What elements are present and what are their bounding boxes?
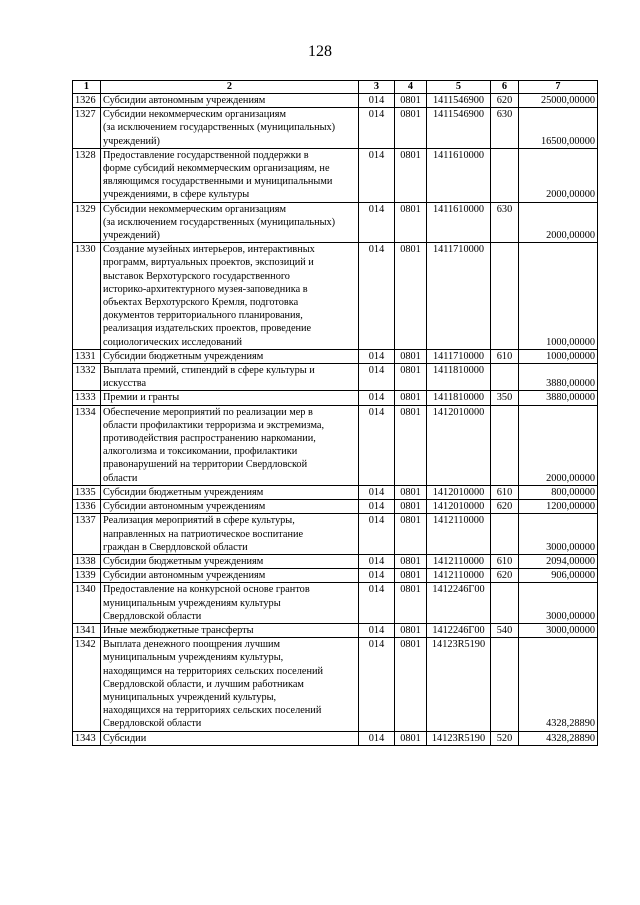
department-code-cell: 014 [359,243,395,350]
row-number-cell: 1341 [73,623,101,637]
section-code-cell: 0801 [395,514,427,555]
table-row [73,94,598,108]
section-code-cell: 0801 [395,108,427,149]
department-code-cell: 014 [359,554,395,568]
department-code-cell: 014 [359,569,395,583]
amount-cell: 3000,00000 [519,514,598,555]
expense-name-cell: Премии и гранты [101,391,359,405]
department-code-cell: 014 [359,391,395,405]
column-header: 4 [395,81,427,94]
table-row [73,391,598,405]
row-number-cell: 1335 [73,485,101,499]
amount-cell: 800,00000 [519,485,598,499]
target-code-cell: 1412110000 [427,554,491,568]
department-code-cell: 014 [359,202,395,243]
target-code-cell: 1411810000 [427,364,491,391]
section-code-cell: 0801 [395,391,427,405]
target-code-cell: 1411810000 [427,391,491,405]
amount-cell: 16500,00000 [519,108,598,149]
section-code-cell: 0801 [395,731,427,745]
amount-cell: 906,00000 [519,569,598,583]
table-row [73,405,598,485]
department-code-cell: 014 [359,623,395,637]
row-number-cell: 1329 [73,202,101,243]
amount-cell: 1200,00000 [519,500,598,514]
table-row [73,731,598,745]
department-code-cell: 014 [359,405,395,485]
expense-name-cell: Субсидии бюджетным учреждениям [101,554,359,568]
amount-cell: 2000,00000 [519,148,598,202]
amount-cell: 25000,00000 [519,94,598,108]
department-code-cell: 014 [359,500,395,514]
row-number-cell: 1339 [73,569,101,583]
table-row [73,108,598,149]
row-number-cell: 1338 [73,554,101,568]
expense-type-code-cell: 540 [491,623,519,637]
department-code-cell: 014 [359,583,395,624]
column-header: 5 [427,81,491,94]
department-code-cell: 014 [359,638,395,731]
amount-cell: 3000,00000 [519,623,598,637]
expense-type-code-cell: 630 [491,202,519,243]
expense-name-cell: Выплата премий, стипендий в сфере культуры и искусства [101,364,359,391]
expense-type-code-cell [491,148,519,202]
department-code-cell: 014 [359,108,395,149]
row-number-cell: 1343 [73,731,101,745]
expense-name-cell: Субсидии некоммерческим организациям (за исключением государственных (муниципальных) учреждений) [101,202,359,243]
table-row [73,500,598,514]
target-code-cell: 1411610000 [427,202,491,243]
column-header: 2 [101,81,359,94]
amount-cell: 1000,00000 [519,243,598,350]
expense-name-cell: Субсидии бюджетным учреждениям [101,485,359,499]
expense-type-code-cell [491,243,519,350]
target-code-cell: 14123R5190 [427,638,491,731]
expense-type-code-cell [491,514,519,555]
expense-name-cell: Субсидии автономным учреждениям [101,569,359,583]
section-code-cell: 0801 [395,405,427,485]
table-row [73,485,598,499]
target-code-cell: 1411710000 [427,349,491,363]
target-code-cell: 1411610000 [427,148,491,202]
table-row [73,583,598,624]
target-code-cell: 1412010000 [427,485,491,499]
row-number-cell: 1337 [73,514,101,555]
amount-cell: 3000,00000 [519,583,598,624]
amount-cell: 1000,00000 [519,349,598,363]
section-code-cell: 0801 [395,148,427,202]
expense-type-code-cell: 610 [491,554,519,568]
department-code-cell: 014 [359,148,395,202]
row-number-cell: 1327 [73,108,101,149]
table-row [73,623,598,637]
target-code-cell: 14123R5190 [427,731,491,745]
target-code-cell: 1412010000 [427,405,491,485]
amount-cell: 4328,28890 [519,638,598,731]
section-code-cell: 0801 [395,554,427,568]
amount-cell: 2094,00000 [519,554,598,568]
expense-name-cell: Создание музейных интерьеров, интерактивных программ, виртуальных проектов, экспозиций и выставок Верхотурского государственного историко-архитектурного музея-заповедника в объектах Верхотурского Кремля, подготовка документов территориального планирования, реализация издательских проектов, проведение социологических исследований [101,243,359,350]
row-number-cell: 1331 [73,349,101,363]
column-header: 6 [491,81,519,94]
table-row [73,202,598,243]
target-code-cell: 1412110000 [427,569,491,583]
column-header: 7 [519,81,598,94]
department-code-cell: 014 [359,731,395,745]
expense-type-code-cell: 620 [491,94,519,108]
expense-name-cell: Иные межбюджетные трансферты [101,623,359,637]
expense-name-cell: Выплата денежного поощрения лучшим муниципальным учреждениям культуры, находящимся на территориях сельских поселений Свердловской области, и лучшим работникам муниципальных учреждений культуры, находящихся на территориях сельских поселений Свердловской области [101,638,359,731]
budget-table [72,80,598,746]
expense-type-code-cell [491,405,519,485]
target-code-cell: 1411710000 [427,243,491,350]
expense-name-cell: Субсидии [101,731,359,745]
expense-name-cell: Субсидии бюджетным учреждениям [101,349,359,363]
expense-type-code-cell: 350 [491,391,519,405]
expense-type-code-cell: 520 [491,731,519,745]
expense-name-cell: Предоставление на конкурсной основе грантов муниципальным учреждениям культуры Свердловской области [101,583,359,624]
target-code-cell: 1411546900 [427,94,491,108]
department-code-cell: 014 [359,349,395,363]
expense-type-code-cell: 610 [491,485,519,499]
department-code-cell: 014 [359,485,395,499]
header-row [73,81,598,94]
row-number-cell: 1340 [73,583,101,624]
expense-name-cell: Реализация мероприятий в сфере культуры, направленных на патриотическое воспитание граждан в Свердловской области [101,514,359,555]
column-header: 3 [359,81,395,94]
expense-name-cell: Субсидии автономным учреждениям [101,94,359,108]
row-number-cell: 1334 [73,405,101,485]
department-code-cell: 014 [359,364,395,391]
section-code-cell: 0801 [395,569,427,583]
row-number-cell: 1333 [73,391,101,405]
amount-cell: 2000,00000 [519,202,598,243]
target-code-cell: 1411546900 [427,108,491,149]
section-code-cell: 0801 [395,623,427,637]
expense-name-cell: Субсидии некоммерческим организациям (за исключением государственных (муниципальных) учреждений) [101,108,359,149]
table-row [73,638,598,731]
table-row [73,243,598,350]
amount-cell: 4328,28890 [519,731,598,745]
expense-name-cell: Обеспечение мероприятий по реализации мер в области профилактики терроризма и экстремизма, противодействия распространению наркомании, алкоголизма и токсикомании, профилактики правонарушений на территории Свердловской области [101,405,359,485]
row-number-cell: 1330 [73,243,101,350]
table-row [73,364,598,391]
expense-type-code-cell [491,364,519,391]
table-row [73,349,598,363]
expense-name-cell: Предоставление государственной поддержки в форме субсидий некоммерческим организациям, не являющимся государственными и муниципальными учреждениями, в сфере культуры [101,148,359,202]
amount-cell: 3880,00000 [519,391,598,405]
department-code-cell: 014 [359,94,395,108]
row-number-cell: 1326 [73,94,101,108]
expense-type-code-cell: 630 [491,108,519,149]
table-row [73,148,598,202]
table-row [73,514,598,555]
section-code-cell: 0801 [395,500,427,514]
amount-cell: 3880,00000 [519,364,598,391]
amount-cell: 2000,00000 [519,405,598,485]
section-code-cell: 0801 [395,364,427,391]
table-row [73,554,598,568]
section-code-cell: 0801 [395,583,427,624]
department-code-cell: 014 [359,514,395,555]
section-code-cell: 0801 [395,638,427,731]
target-code-cell: 1412246Г00 [427,583,491,624]
section-code-cell: 0801 [395,349,427,363]
section-code-cell: 0801 [395,202,427,243]
row-number-cell: 1328 [73,148,101,202]
expense-type-code-cell: 620 [491,569,519,583]
column-header: 1 [73,81,101,94]
target-code-cell: 1412110000 [427,514,491,555]
table-row [73,569,598,583]
section-code-cell: 0801 [395,485,427,499]
expense-type-code-cell: 620 [491,500,519,514]
page-number: 128 [308,43,332,60]
target-code-cell: 1412246Г00 [427,623,491,637]
expense-type-code-cell: 610 [491,349,519,363]
row-number-cell: 1342 [73,638,101,731]
expense-type-code-cell [491,638,519,731]
row-number-cell: 1332 [73,364,101,391]
row-number-cell: 1336 [73,500,101,514]
expense-type-code-cell [491,583,519,624]
section-code-cell: 0801 [395,94,427,108]
expense-name-cell: Субсидии автономным учреждениям [101,500,359,514]
section-code-cell: 0801 [395,243,427,350]
target-code-cell: 1412010000 [427,500,491,514]
